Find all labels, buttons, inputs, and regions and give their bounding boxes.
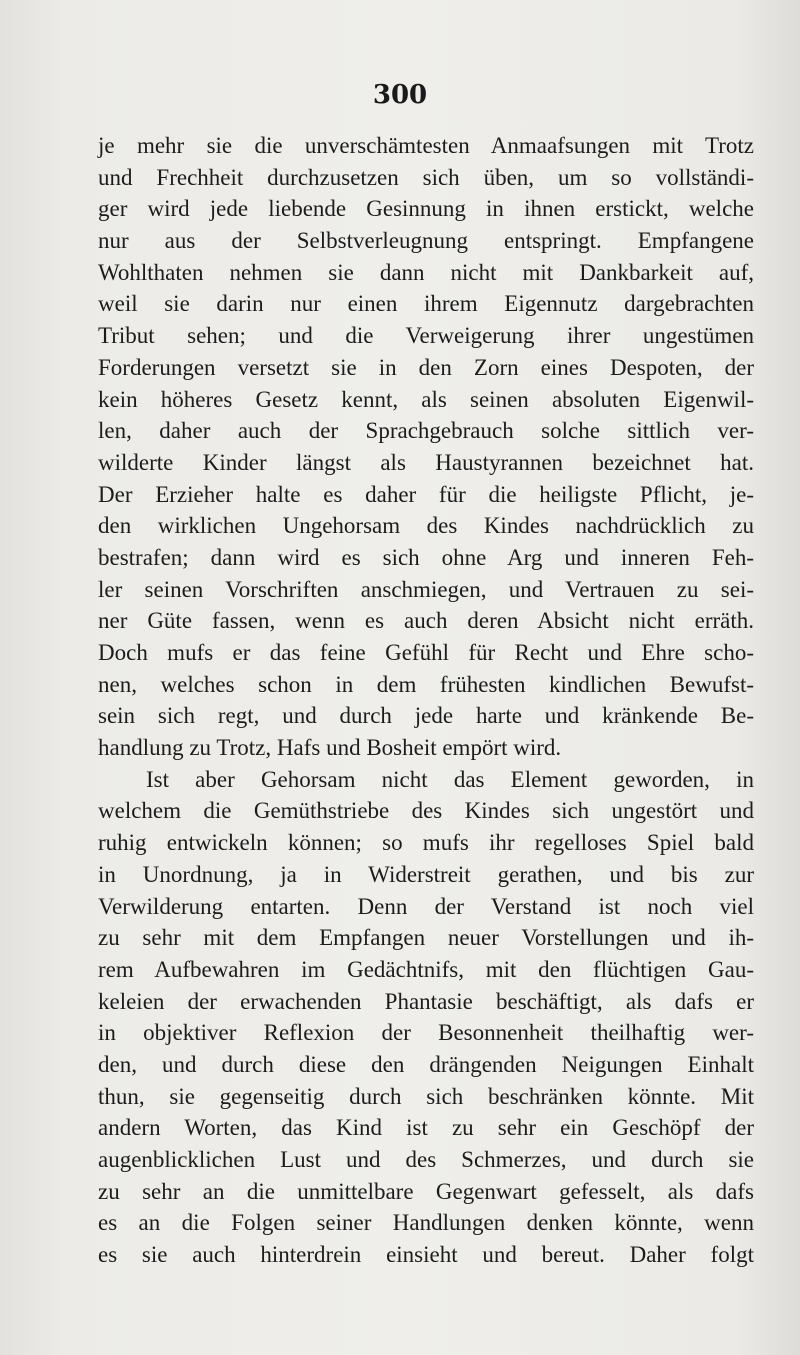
text-line: den wirklichen Ungehorsam des Kindes nachdrücklich zu (98, 513, 754, 539)
text-line: Forderungen versetzt sie in den Zorn eines Despoten, der (98, 354, 754, 380)
text-line: in objektiver Reflexion der Besonnenheit theilhaftig wer- (98, 1020, 754, 1046)
text-line: andern Worten, das Kind ist zu sehr ein Geschöpf der (98, 1115, 754, 1141)
text-line: bestrafen; dann wird es sich ohne Arg und inneren Feh- (98, 544, 754, 570)
text-line: ler seinen Vorschriften anschmiegen, und Vertrauen zu sei- (98, 576, 754, 602)
text-line: weil sie darin nur einen ihrem Eigennutz dargebrachten (98, 291, 754, 317)
text-line: Der Erzieher halte es daher für die heiligste Pflicht, je- (98, 481, 754, 507)
text-line: ger wird jede liebende Gesinnung in ihnen erstickt, welche (98, 196, 754, 222)
text-line: augenblicklichen Lust und des Schmerzes, und durch sie (98, 1147, 754, 1172)
text-line: es an die Folgen seiner Handlungen denken könnte, wenn (98, 1210, 754, 1236)
text-line: je mehr sie die unverschämtesten Anmaafsungen mit Trotz (98, 133, 754, 158)
text-line: wilderte Kinder längst als Haustyrannen bezeichnet hat. (98, 449, 754, 475)
text-line: und Frechheit durchzusetzen sich üben, um so vollständi- (98, 164, 754, 190)
text-line: rem Aufbewahren im Gedächtnifs, mit den flüchtigen Gau- (98, 956, 754, 982)
text-line: sein sich regt, und durch jede harte und kränkende Be- (98, 703, 754, 729)
text-line: nur aus der Selbstverleugnung entspringt. Empfangene (98, 228, 754, 254)
text-line: den, und durch diese den drängenden Neigungen Einhalt (98, 1051, 754, 1077)
text-line: ruhig entwickeln können; so mufs ihr regelloses Spiel bald (98, 830, 754, 856)
text-line: in Unordnung, ja in Widerstreit gerathen, und bis zur (98, 861, 754, 887)
text-line: ner Güte fassen, wenn es auch deren Absicht nicht erräth. (98, 608, 754, 634)
text-line: thun, sie gegenseitig durch sich beschränken könnte. Mit (98, 1083, 754, 1109)
text-line: Verwilderung entarten. Denn der Verstand ist noch viel (98, 893, 754, 919)
text-line: zu sehr mit dem Empfangen neuer Vorstellungen und ih- (98, 925, 754, 951)
text-line: es sie auch hinterdrein einsieht und bereut. Daher folgt (98, 1242, 754, 1268)
text-line: Tribut sehen; und die Verweigerung ihrer ungestümen (98, 323, 754, 349)
text-line: nen, welches schon in dem frühesten kindlichen Bewufst- (98, 671, 754, 697)
text-line: kein höheres Gesetz kennt, als seinen absoluten Eigenwil- (98, 386, 754, 412)
body-text (98, 130, 754, 1271)
text-line: Wohlthaten nehmen sie dann nicht mit Dankbarkeit auf, (98, 259, 754, 285)
text-line-paragraph-start: Ist aber Gehorsam nicht das Element geworden, in (146, 766, 754, 792)
text-line: zu sehr an die unmittelbare Gegenwart gefesselt, als dafs (98, 1178, 754, 1204)
text-line-paragraph-end: handlung zu Trotz, Hafs und Bosheit empört wird. (98, 735, 562, 761)
text-line: Doch mufs er das feine Gefühl für Recht und Ehre scho- (98, 640, 754, 665)
text-line: welchem die Gemüthstriebe des Kindes sich ungestört und (98, 798, 754, 824)
page-number: 300 (372, 80, 428, 110)
text-line: keleien der erwachenden Phantasie beschäftigt, als dafs er (98, 988, 754, 1014)
text-line: len, daher auch der Sprachgebrauch solche sittlich ver- (98, 418, 754, 444)
